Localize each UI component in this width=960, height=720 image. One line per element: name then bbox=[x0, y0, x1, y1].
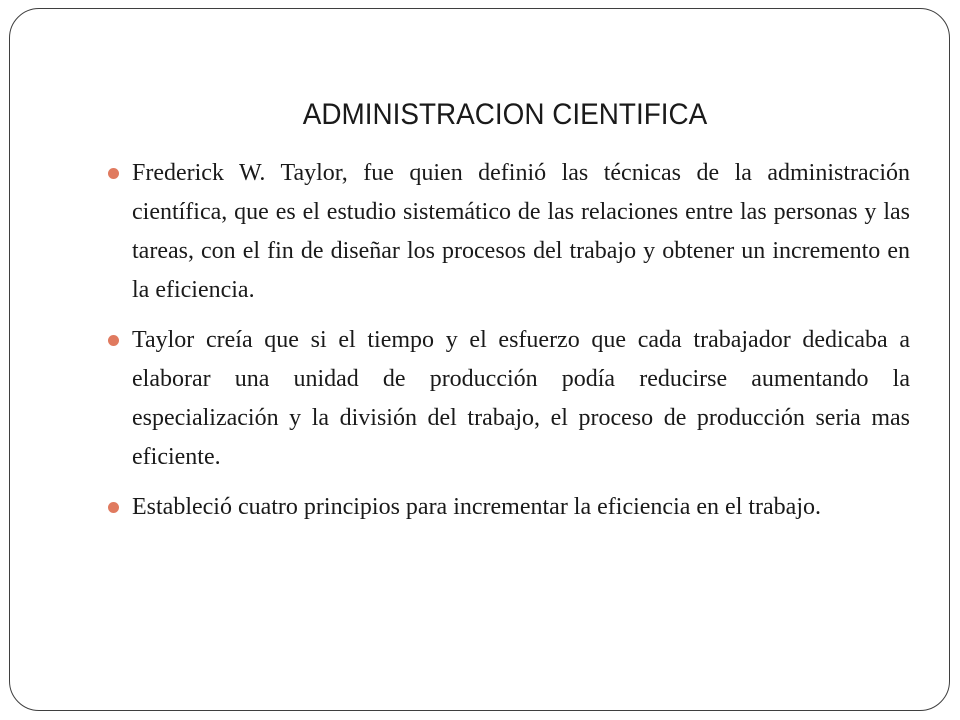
bullet-dot-icon bbox=[108, 502, 119, 513]
bullet-item bbox=[104, 154, 910, 310]
bullet-text: Taylor creía que si el tiempo y el esfuerzo que cada trabajador dedicaba a elaborar una unidad de producción podía reducirse aumentando la especialización y la división del trabajo, el proceso de producción seria mas eficiente. bbox=[132, 327, 910, 470]
slide-title: ADMINISTRACION CIENTIFICA bbox=[302, 98, 708, 131]
bullet-text: Estableció cuatro principios para incrementar la eficiencia en el trabajo. bbox=[132, 494, 821, 520]
bullet-item bbox=[104, 321, 910, 477]
bullet-text: Frederick W. Taylor, fue quien definió las técnicas de la administración científica, que es el estudio sistemático de las relaciones entre las personas y las tareas, con el fin de diseñar los procesos del trabajo y obtener un incremento en la eficiencia. bbox=[132, 160, 910, 303]
bullet-dot-icon bbox=[108, 335, 119, 346]
bullet-item bbox=[104, 488, 910, 527]
bullet-dot-icon bbox=[108, 168, 119, 179]
bullet-list bbox=[104, 154, 910, 538]
